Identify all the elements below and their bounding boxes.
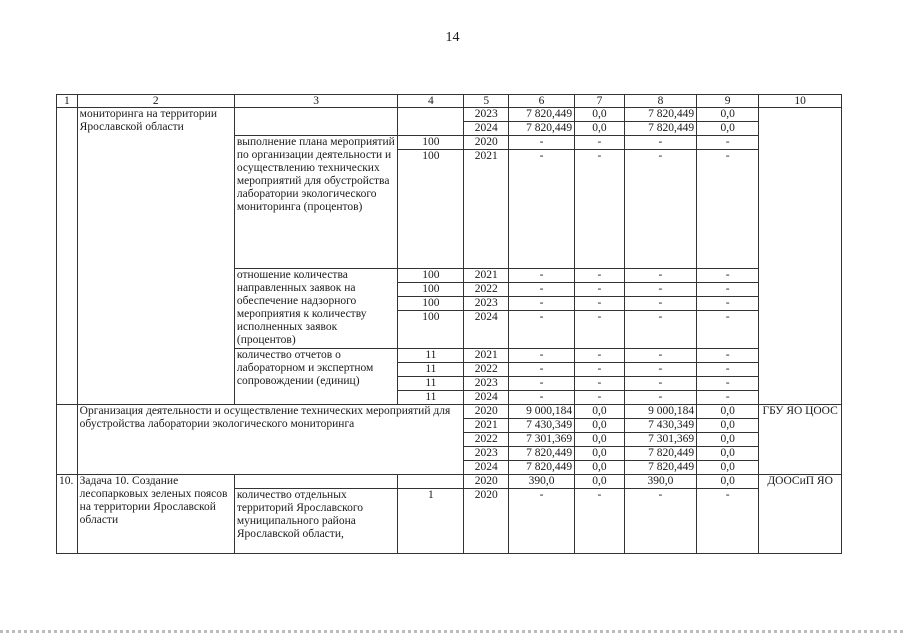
value-cell: -	[508, 363, 574, 377]
target-cell: 11	[398, 377, 464, 391]
executor-cell	[759, 108, 842, 405]
value-cell: -	[697, 269, 759, 283]
year-cell: 2024	[464, 461, 508, 475]
header-cell: 3	[234, 95, 397, 108]
year-cell: 2024	[464, 311, 508, 349]
value-cell: -	[508, 391, 574, 405]
target-cell: 11	[398, 349, 464, 363]
value-cell: -	[575, 363, 625, 377]
value-cell: 0,0	[697, 475, 759, 489]
header-cell: 5	[464, 95, 508, 108]
table-row	[57, 108, 842, 122]
value-cell: -	[624, 363, 696, 377]
value-cell: -	[624, 489, 696, 554]
value-cell: 7 820,449	[508, 447, 574, 461]
indicator-cell	[234, 475, 397, 489]
target-cell: 100	[398, 136, 464, 150]
page-number: 14	[445, 30, 460, 45]
value-cell: -	[575, 391, 625, 405]
value-cell: 0,0	[575, 419, 625, 433]
value-cell: -	[624, 311, 696, 349]
value-cell: 0,0	[697, 433, 759, 447]
value-cell: 0,0	[697, 419, 759, 433]
year-cell: 2020	[464, 136, 508, 150]
target-cell	[398, 475, 464, 489]
value-cell: -	[624, 377, 696, 391]
value-cell: -	[508, 489, 574, 554]
executor-cell: ДООСиП ЯО	[759, 475, 842, 554]
value-cell: -	[508, 283, 574, 297]
value-cell: 7 820,449	[624, 122, 696, 136]
value-cell: 7 301,369	[624, 433, 696, 447]
value-cell: -	[624, 269, 696, 283]
event-name-cell: мониторинга на территории Ярославской области	[77, 108, 234, 405]
year-cell: 2020	[464, 405, 508, 419]
indicator-cell: выполнение плана мероприятий по организации деятельности и осуществлению технических мероприятий для обустройства лаборатории экологического мониторинга (процентов)	[234, 136, 397, 269]
value-cell: -	[508, 269, 574, 283]
year-cell: 2020	[464, 475, 508, 489]
target-cell: 100	[398, 283, 464, 297]
value-cell: -	[508, 136, 574, 150]
header-cell: 6	[508, 95, 574, 108]
value-cell: -	[697, 363, 759, 377]
value-cell: -	[508, 297, 574, 311]
indicator-cell	[234, 108, 397, 136]
value-cell: 0,0	[575, 122, 625, 136]
scan-edge	[0, 630, 905, 633]
target-cell: 100	[398, 269, 464, 283]
value-cell: -	[575, 136, 625, 150]
year-cell: 2022	[464, 433, 508, 447]
value-cell: -	[697, 283, 759, 297]
row-number-cell	[57, 108, 78, 405]
value-cell: 390,0	[508, 475, 574, 489]
table-row	[57, 405, 842, 419]
value-cell: 0,0	[575, 461, 625, 475]
value-cell: 0,0	[575, 108, 625, 122]
target-cell: 100	[398, 150, 464, 269]
target-cell: 11	[398, 391, 464, 405]
value-cell: -	[508, 311, 574, 349]
value-cell: 0,0	[697, 461, 759, 475]
year-cell: 2022	[464, 283, 508, 297]
budget-table	[56, 94, 842, 554]
value-cell: 7 820,449	[508, 122, 574, 136]
header-cell: 10	[759, 95, 842, 108]
row-number-cell: 10.	[57, 475, 78, 554]
value-cell: -	[508, 150, 574, 269]
value-cell: -	[575, 269, 625, 283]
target-cell: 1	[398, 489, 464, 554]
indicator-cell: количество отдельных территорий Ярославского муниципального района Ярославской области,	[234, 489, 397, 554]
year-cell: 2023	[464, 108, 508, 122]
value-cell: -	[624, 150, 696, 269]
value-cell: -	[697, 150, 759, 269]
year-cell: 2020	[464, 489, 508, 554]
target-cell	[398, 108, 464, 136]
target-cell: 100	[398, 297, 464, 311]
value-cell: -	[575, 489, 625, 554]
value-cell: -	[624, 297, 696, 311]
year-cell: 2022	[464, 363, 508, 377]
value-cell: 0,0	[575, 433, 625, 447]
value-cell: 0,0	[575, 405, 625, 419]
event-name-cell: Организация деятельности и осуществление технических мероприятий для обустройства лаборатории экологического мониторинга	[77, 405, 464, 475]
executor-cell: ГБУ ЯО ЦООС	[759, 405, 842, 475]
indicator-cell: количество отчетов о лабораторном и экспертном сопровождении (единиц)	[234, 349, 397, 405]
target-cell: 100	[398, 311, 464, 349]
value-cell: 7 820,449	[624, 461, 696, 475]
value-cell: -	[508, 349, 574, 363]
year-cell: 2023	[464, 447, 508, 461]
value-cell: 7 820,449	[508, 461, 574, 475]
value-cell: 7 820,449	[508, 108, 574, 122]
value-cell: -	[575, 349, 625, 363]
target-cell: 11	[398, 363, 464, 377]
header-row	[57, 95, 842, 108]
value-cell: -	[624, 349, 696, 363]
header-cell: 2	[77, 95, 234, 108]
year-cell: 2021	[464, 269, 508, 283]
task-name-cell: Задача 10. Создание лесопарковых зеленых поясов на территории Ярославской области	[77, 475, 234, 554]
value-cell: 7 430,349	[624, 419, 696, 433]
year-cell: 2023	[464, 377, 508, 391]
value-cell: -	[624, 391, 696, 405]
value-cell: -	[624, 136, 696, 150]
value-cell: 0,0	[697, 405, 759, 419]
indicator-cell: отношение количества направленных заявок на обеспечение надзорного мероприятия к количеству исполненных заявок (процентов)	[234, 269, 397, 349]
row-number-cell	[57, 405, 78, 475]
year-cell: 2024	[464, 391, 508, 405]
value-cell: -	[575, 297, 625, 311]
header-cell: 9	[697, 95, 759, 108]
value-cell: -	[697, 377, 759, 391]
table-row	[57, 475, 842, 489]
value-cell: -	[575, 377, 625, 391]
value-cell: -	[697, 489, 759, 554]
value-cell: 0,0	[575, 447, 625, 461]
value-cell: -	[697, 311, 759, 349]
value-cell: 7 820,449	[624, 447, 696, 461]
year-cell: 2023	[464, 297, 508, 311]
value-cell: 0,0	[697, 108, 759, 122]
value-cell: -	[575, 150, 625, 269]
value-cell: -	[575, 283, 625, 297]
value-cell: 9 000,184	[508, 405, 574, 419]
value-cell: 7 820,449	[624, 108, 696, 122]
value-cell: -	[697, 391, 759, 405]
value-cell: 0,0	[697, 447, 759, 461]
header-cell: 8	[624, 95, 696, 108]
value-cell: -	[697, 349, 759, 363]
year-cell: 2021	[464, 349, 508, 363]
value-cell: 7 430,349	[508, 419, 574, 433]
header-cell: 7	[575, 95, 625, 108]
year-cell: 2024	[464, 122, 508, 136]
header-cell: 4	[398, 95, 464, 108]
value-cell: -	[624, 283, 696, 297]
value-cell: 390,0	[624, 475, 696, 489]
value-cell: -	[697, 297, 759, 311]
value-cell: -	[508, 377, 574, 391]
header-cell: 1	[57, 95, 78, 108]
value-cell: -	[575, 311, 625, 349]
value-cell: 7 301,369	[508, 433, 574, 447]
value-cell: 0,0	[575, 475, 625, 489]
value-cell: -	[697, 136, 759, 150]
year-cell: 2021	[464, 150, 508, 269]
value-cell: 9 000,184	[624, 405, 696, 419]
value-cell: 0,0	[697, 122, 759, 136]
year-cell: 2021	[464, 419, 508, 433]
